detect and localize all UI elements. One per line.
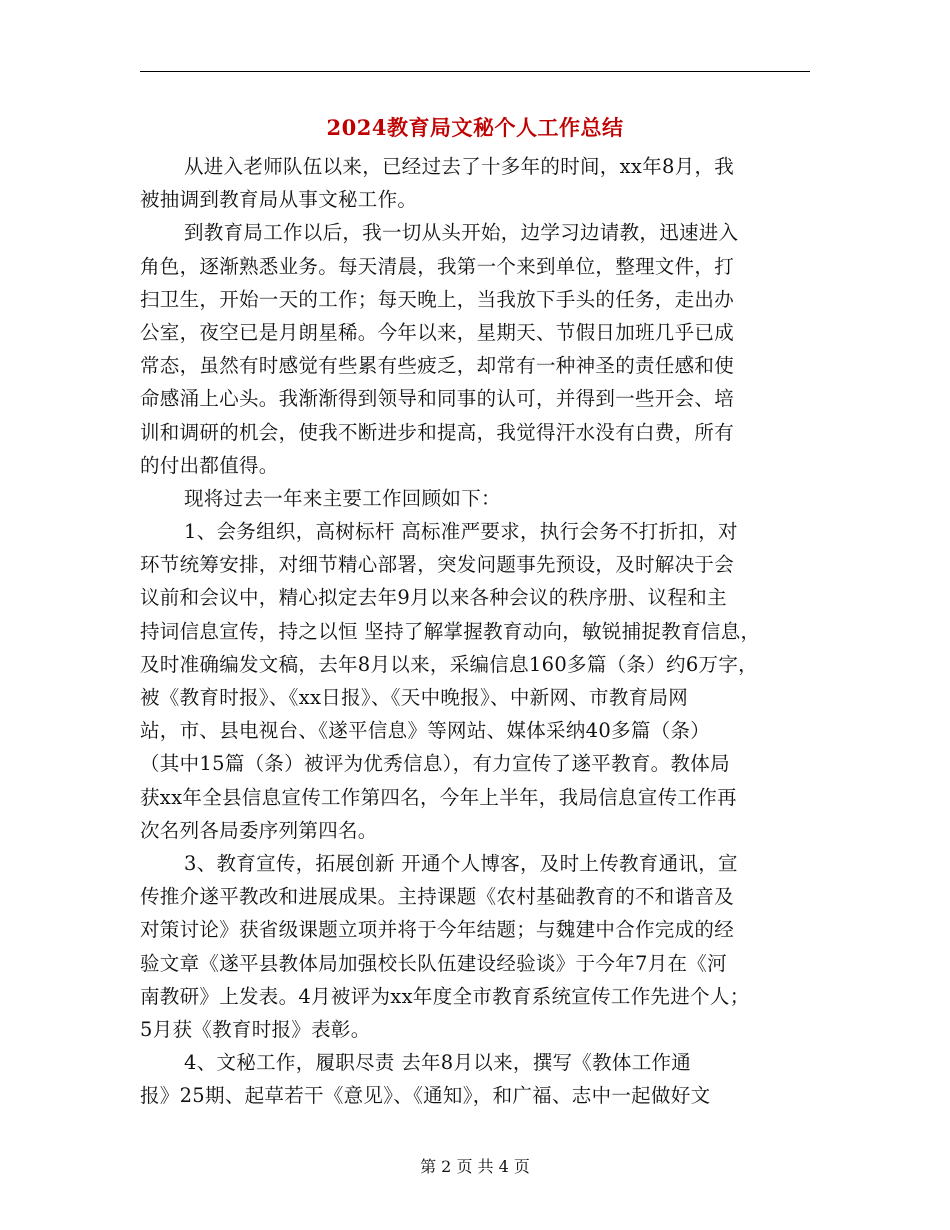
body-text-line: 持词信息宣传，持之以恒 坚持了解掌握教育动向，敏锐捕捉教育信息， <box>140 619 761 643</box>
body-text-line: 对策讨论》获省级课题立项并将于今年结题；与魏建中合作完成的经 <box>140 918 735 942</box>
body-text-line: 议前和会议中，精心拟定去年9月以来各种会议的秩序册、议程和主 <box>140 586 727 610</box>
body-text-line: 站，市、县电视台、《遂平信息》等网站、媒体采纳40多篇（条） <box>140 719 711 743</box>
header-rule <box>140 71 810 72</box>
body-text-line: 验文章《遂平县教体局加强校长队伍建设经验谈》于今年7月在《河 <box>140 951 727 975</box>
body-text-line: 报》25期、起草若干《意见》、《通知》，和广福、志中一起做好文 <box>140 1084 711 1108</box>
body-text-line: 及时准确编发文稿，去年8月以来，采编信息160多篇（条）约6万字， <box>140 652 758 676</box>
body-text-line: 5月获《教育时报》表彰。 <box>140 1017 371 1041</box>
body-text-line: 到教育局工作以后，我一切从头开始，边学习边请教，迅速进入 <box>184 221 739 245</box>
body-text-line: 4、文秘工作，履职尽责 去年8月以来，撰写《教体工作通 <box>184 1051 692 1075</box>
body-text-line: 角色，逐渐熟悉业务。每天清晨，我第一个来到单位，整理文件，打 <box>140 254 735 278</box>
page-footer: 第 2 页 共 4 页 <box>420 1157 530 1176</box>
body-text-line: 被《教育时报》、《xx日报》、《天中晚报》、中新网、市教育局网 <box>140 686 689 709</box>
body-text-line: 训和调研的机会，使我不断进步和提高，我觉得汗水没有白费，所有 <box>140 420 735 444</box>
body-text-line: 扫卫生，开始一天的工作；每天晚上，当我放下手头的任务，走出办 <box>140 287 735 311</box>
body-text-line: 1、会务组织，高树标杆 高标准严要求，执行会务不打折扣，对 <box>184 520 738 544</box>
body-text-line: 3、教育宣传，拓展创新 开通个人博客，及时上传教育通讯，宣 <box>184 851 738 875</box>
body-text-line: 次名列各局委序列第四名。 <box>140 818 378 842</box>
body-text-line: 的付出都值得。 <box>140 453 279 477</box>
document-title: 2024教育局文秘个人工作总结 <box>326 115 624 140</box>
body-text-line: 公室，夜空已是月朗星稀。今年以来，星期天、节假日加班几乎已成 <box>140 320 735 344</box>
body-text-line: 被抽调到教育局从事文秘工作。 <box>140 188 418 212</box>
body-text-line: 从进入老师队伍以来，已经过去了十多年的时间，xx年8月，我 <box>184 155 735 178</box>
document-body <box>140 150 810 1112</box>
body-text-line: 传推介遂平教改和进展成果。主持课题《农村基础教育的不和谐音及 <box>140 885 735 909</box>
body-text-line: 现将过去一年来主要工作回顾如下： <box>184 486 501 510</box>
body-text-line: （其中15篇（条）被评为优秀信息），有力宣传了遂平教育。教体局 <box>140 752 730 776</box>
body-text-line: 环节统筹安排，对细节精心部署，突发问题事先预设，及时解决于会 <box>140 553 735 577</box>
body-text-line: 命感涌上心头。我渐渐得到领导和同事的认可，并得到一些开会、培 <box>140 387 735 411</box>
body-text-line: 获xx年全县信息宣传工作第四名，今年上半年，我局信息宣传工作再 <box>140 785 737 809</box>
body-text-line: 常态，虽然有时感觉有些累有些疲乏，却常有一种神圣的责任感和使 <box>140 354 735 378</box>
body-text-line: 南教研》上发表。4月被评为xx年度全市教育系统宣传工作先进个人； <box>140 984 750 1008</box>
